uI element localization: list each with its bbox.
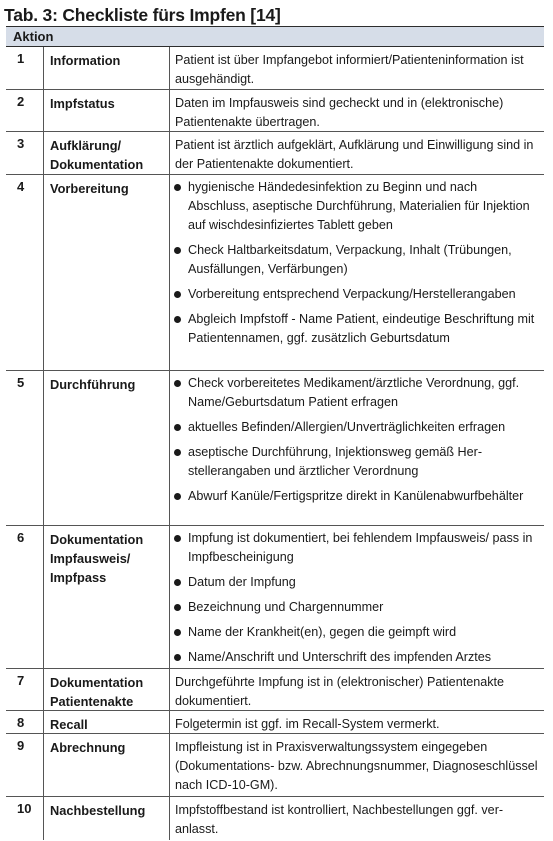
bullet-list [170, 175, 544, 348]
row-description: Impfleistung ist in Praxisverwaltungssystem eingegeben (Dokumentations- bzw. Abrechnungsnummer, Diagnoseschlüssel nach ICD-10-GM). [175, 740, 538, 792]
row-number: 7 [17, 673, 25, 688]
table-row [6, 132, 544, 175]
row-number: 6 [17, 530, 25, 545]
row-number: 8 [17, 715, 25, 730]
list-item: Impfung ist dokumentiert, bei fehlendem Impfausweis/ pass in Impfbescheinigung [170, 529, 544, 567]
bullet-list [170, 526, 544, 667]
row-description: Impfstoffbestand ist kontrolliert, Nachbestellungen ggf. veranlasst. [175, 803, 504, 836]
row-number: 10 [17, 801, 32, 816]
row-number: 2 [17, 94, 25, 109]
bullet-icon [174, 579, 181, 586]
row-action: Abrechnung [50, 740, 126, 755]
bullet-icon [174, 629, 181, 636]
row-action: Aufklärung/ Dokumentation [50, 138, 144, 172]
bullet-icon [174, 291, 181, 298]
table-row [6, 711, 544, 734]
list-item: aktuelles Befinden/Allergien/Unverträglichkeiten erfragen [170, 418, 544, 437]
row-action: Durchführung [50, 377, 136, 392]
header-label: Aktion [13, 29, 54, 44]
list-item: Vorbereitung entsprechend Verpackung/Herstellerangaben [170, 285, 544, 304]
row-description: Patient ist über Impfangebot informiert/Patienteninformation ist ausgehändigt. [175, 53, 524, 86]
bullet-icon [174, 316, 181, 323]
bullet-icon [174, 654, 181, 661]
table-row [6, 371, 544, 526]
list-item: hygienische Händedesinfektion zu Beginn und nach Abschluss, aseptische Durchführung, Materialien für Injektion auf wischdesinfiziertes Tablett geben [170, 178, 544, 235]
table-header [6, 26, 544, 47]
row-number: 3 [17, 136, 25, 151]
bullet-list [170, 371, 544, 506]
list-item: Name/Anschrift und Unterschrift des impfenden Arztes [170, 648, 544, 667]
row-action: Dokumentation Patientenakte [50, 675, 144, 709]
bullet-icon [174, 247, 181, 254]
list-item: Bezeichnung und Chargennummer [170, 598, 544, 617]
table-row [6, 526, 544, 669]
table-row [6, 90, 544, 132]
row-description: Folgetermin ist ggf. im Recall-System vermerkt. [175, 717, 440, 731]
list-item: Abwurf Kanüle/Fertigspritze direkt in Kanülenabwurfbehälter [170, 487, 544, 506]
table-title: Tab. 3: Checkliste fürs Impfen [14] [4, 5, 281, 25]
list-item: aseptische Durchführung, Injektionsweg gemäß Herstellerangaben und ärztlicher Verordnung [170, 443, 544, 481]
row-number: 5 [17, 375, 25, 390]
bullet-icon [174, 184, 181, 191]
row-action: Impfstatus [50, 96, 115, 111]
table-row [6, 175, 544, 371]
list-item: Name der Krankheit(en), gegen die geimpft wird [170, 623, 544, 642]
table-row [6, 734, 544, 797]
row-description: Daten im Impfausweis sind gecheckt und in (elektronische) Patientenakte übertragen. [175, 96, 504, 129]
bullet-icon [174, 424, 181, 431]
bullet-icon [174, 493, 181, 500]
row-number: 1 [17, 51, 25, 66]
bullet-icon [174, 449, 181, 456]
row-action: Recall [50, 717, 88, 732]
list-item: Abgleich Impfstoff - Name Patient, eindeutige Beschriftung mit Patientennamen, ggf. zusätzlich Geburtsdatum [170, 310, 544, 348]
table-row [6, 47, 544, 90]
list-item: Datum der Impfung [170, 573, 544, 592]
row-number: 4 [17, 179, 25, 194]
list-item: Check Haltbarkeitsdatum, Verpackung, Inhalt (Trübungen, Ausfällungen, Verfärbungen) [170, 241, 544, 279]
row-number: 9 [17, 738, 25, 753]
row-action: Vorbereitung [50, 181, 129, 196]
bullet-icon [174, 604, 181, 611]
bullet-icon [174, 535, 181, 542]
table-row [6, 669, 544, 711]
row-action: Nachbestellung [50, 803, 146, 818]
list-item: Check vorbereitetes Medikament/ärztliche Verordnung, ggf. Name/Geburtsdatum Patient erfragen [170, 374, 544, 412]
row-description: Durchgeführte Impfung ist in (elektronischer) Patientenakte dokumentiert. [175, 675, 505, 708]
row-action: Dokumentation Impfausweis/ Impfpass [50, 532, 144, 585]
table-row [6, 797, 544, 840]
bullet-icon [174, 380, 181, 387]
row-description: Patient ist ärztlich aufgeklärt, Aufklärung und Einwilligung sind in der Patientenakte dokumentiert. [175, 138, 534, 171]
row-action: Information [50, 53, 121, 68]
